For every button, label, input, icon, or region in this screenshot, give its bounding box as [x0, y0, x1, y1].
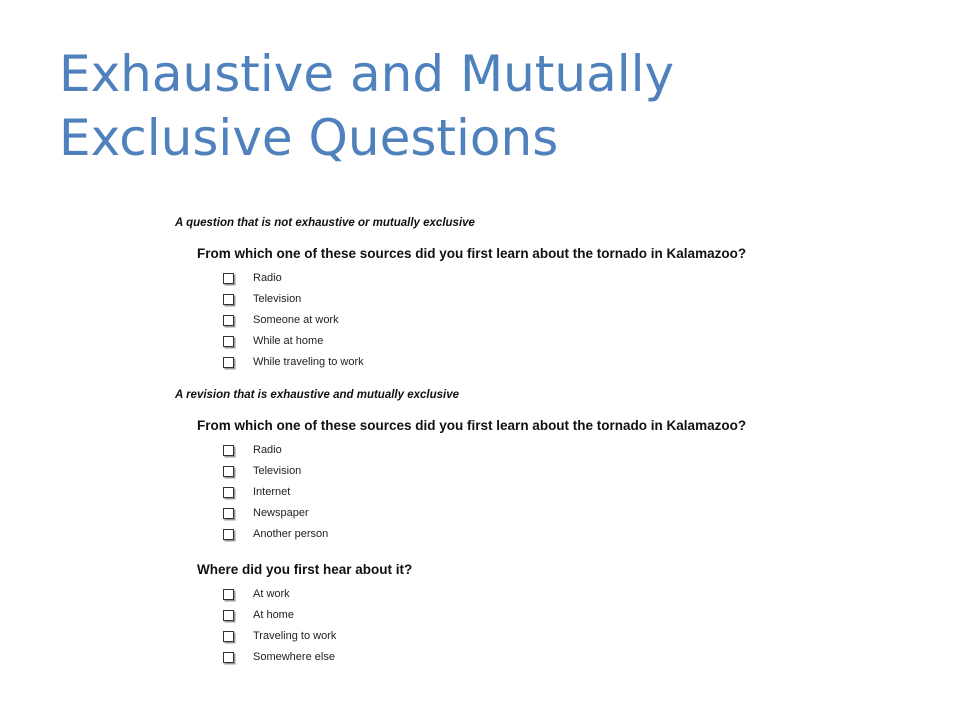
option-radio[interactable]	[175, 441, 795, 462]
checkbox-icon[interactable]	[223, 631, 234, 642]
section-caption: A revision that is exhaustive and mutually exclusive	[175, 389, 459, 401]
checkbox-icon[interactable]	[223, 357, 234, 368]
option-label: Television	[253, 465, 302, 477]
option-label: At work	[253, 588, 290, 600]
checkbox-icon[interactable]	[223, 508, 234, 519]
option-label: Internet	[253, 486, 291, 498]
checkbox-icon[interactable]	[223, 466, 234, 477]
option-traveling-to-work[interactable]	[175, 627, 795, 648]
option-internet[interactable]	[175, 483, 795, 504]
option-somewhere-else[interactable]	[175, 648, 795, 669]
option-label: While at home	[253, 335, 324, 347]
followup-question-text: Where did you first hear about it?	[197, 562, 413, 577]
option-label: Traveling to work	[253, 630, 337, 642]
checkbox-icon[interactable]	[223, 487, 234, 498]
option-label: At home	[253, 609, 294, 621]
option-someone-at-work[interactable]	[175, 311, 795, 332]
survey-figure	[175, 215, 795, 669]
option-television[interactable]	[175, 462, 795, 483]
option-label: Somewhere else	[253, 651, 335, 663]
checkbox-icon[interactable]	[223, 336, 234, 347]
option-label: Another person	[253, 528, 329, 540]
slide-title-line-2: Exclusive Questions	[59, 109, 559, 167]
option-newspaper[interactable]	[175, 504, 795, 525]
option-at-work[interactable]	[175, 585, 795, 606]
options-list	[175, 269, 795, 374]
checkbox-icon[interactable]	[223, 294, 234, 305]
option-while-traveling-to-work[interactable]	[175, 353, 795, 374]
example-exhaustive	[175, 387, 795, 669]
question-text: From which one of these sources did you first learn about the tornado in Kalamazoo?	[197, 246, 747, 261]
option-label: While traveling to work	[253, 356, 364, 368]
slide-title	[59, 42, 919, 170]
option-label: Radio	[253, 272, 282, 284]
option-label: Newspaper	[253, 507, 309, 519]
option-label: Radio	[253, 444, 282, 456]
slide-title-line-1: Exhaustive and Mutually	[59, 45, 675, 103]
checkbox-icon[interactable]	[223, 610, 234, 621]
section-caption: A question that is not exhaustive or mutually exclusive	[175, 217, 475, 229]
question-text: From which one of these sources did you first learn about the tornado in Kalamazoo?	[197, 418, 747, 433]
followup-options-list	[175, 585, 795, 669]
checkbox-icon[interactable]	[223, 652, 234, 663]
checkbox-icon[interactable]	[223, 529, 234, 540]
options-list	[175, 441, 795, 546]
option-radio[interactable]	[175, 269, 795, 290]
option-label: Someone at work	[253, 314, 339, 326]
option-television[interactable]	[175, 290, 795, 311]
checkbox-icon[interactable]	[223, 445, 234, 456]
checkbox-icon[interactable]	[223, 273, 234, 284]
checkbox-icon[interactable]	[223, 589, 234, 600]
option-another-person[interactable]	[175, 525, 795, 546]
option-while-at-home[interactable]	[175, 332, 795, 353]
checkbox-icon[interactable]	[223, 315, 234, 326]
option-at-home[interactable]	[175, 606, 795, 627]
option-label: Television	[253, 293, 302, 305]
example-not-exhaustive	[175, 215, 795, 374]
